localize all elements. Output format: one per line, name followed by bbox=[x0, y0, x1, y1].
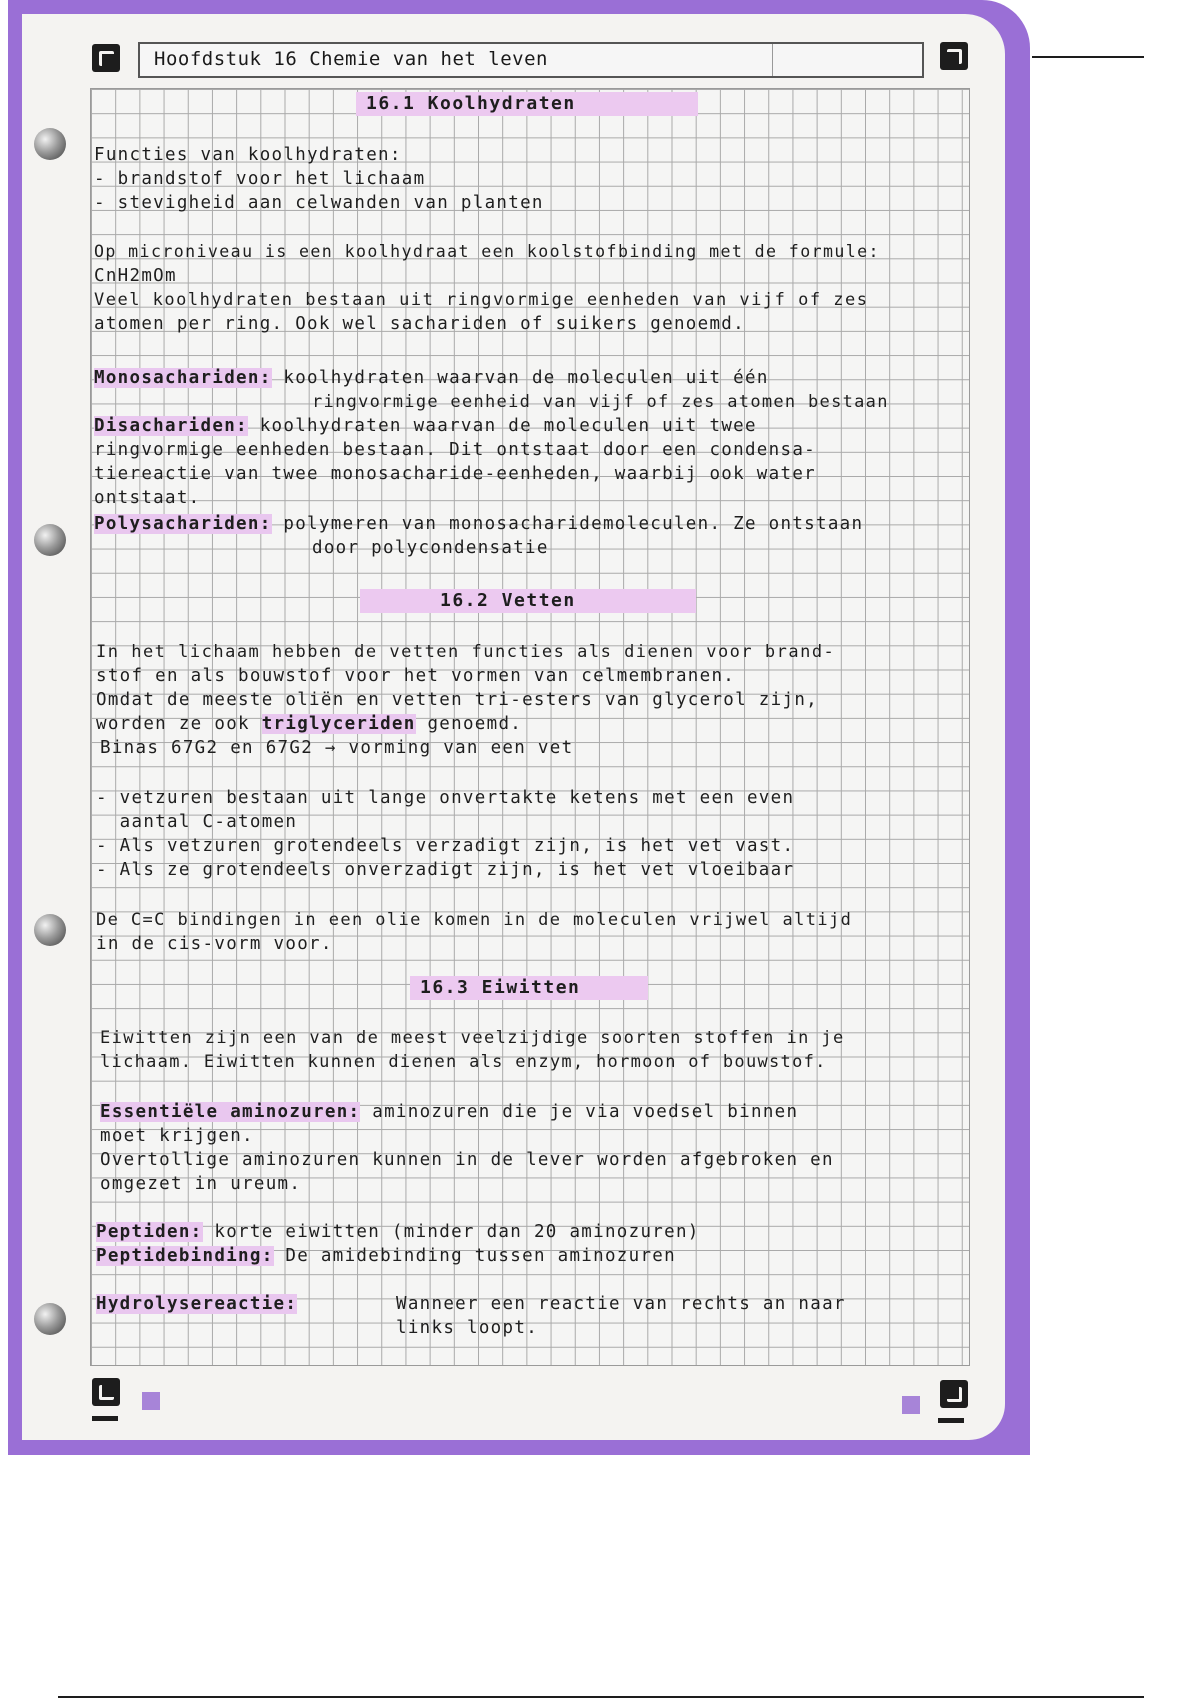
punch-hole bbox=[34, 524, 66, 556]
definition-text: moet krijgen. bbox=[100, 1126, 254, 1146]
header-box bbox=[138, 42, 924, 78]
ring-text: Veel koolhydraten bestaan uit ringvormige eenheden van vijf of zes bbox=[94, 290, 869, 310]
term-hydrolysereactie: Hydrolysereactie: bbox=[96, 1294, 298, 1314]
chapter-title: Hoofdstuk 16 Chemie van het leven bbox=[154, 48, 548, 70]
term-disachariden: Disachariden: bbox=[94, 416, 248, 436]
definition-text: ringvormige eenheden bestaan. Dit ontstaat door een condensa- bbox=[94, 440, 816, 460]
definition-text: polymeren van monosacharidemoleculen. Ze ontstaan bbox=[283, 514, 864, 534]
term-peptiden: Peptiden: bbox=[96, 1222, 203, 1242]
corner-marker-icon bbox=[940, 1380, 968, 1408]
corner-marker-icon bbox=[92, 44, 120, 72]
definition-disachariden bbox=[94, 414, 757, 438]
definition-text: koolhydraten waarvan de moleculen uit twee bbox=[259, 416, 757, 436]
term-monosachariden: Monosachariden: bbox=[94, 368, 272, 388]
binas-reference: Binas 67G2 en 67G2 → vorming van een vet bbox=[100, 738, 574, 758]
definition-text: tiereactie van twee monosacharide-eenheden, waarbij ook water bbox=[94, 464, 816, 484]
term-polysachariden: Polysachariden: bbox=[94, 514, 272, 534]
punch-hole bbox=[34, 1303, 66, 1335]
definition-text: koolhydraten waarvan de moleculen uit één bbox=[283, 368, 769, 388]
ring-text: atomen per ring. Ook wel sachariden of suikers genoemd. bbox=[94, 314, 745, 334]
definition-text: door polycondensatie bbox=[312, 538, 549, 558]
definition-text: links loopt. bbox=[396, 1318, 539, 1338]
purple-square-marker bbox=[142, 1392, 160, 1410]
vetzuren-bullet: - Als vetzuren grotendeels verzadigt zijn, is het vet vast. bbox=[96, 836, 795, 856]
vetten-text: stof en als bouwstof voor het vormen van celmembranen. bbox=[96, 666, 736, 686]
eiwitten-text: Overtollige aminozuren kunnen in de lever worden afgebroken en bbox=[100, 1150, 834, 1170]
term-triglyceriden: triglyceriden bbox=[261, 714, 416, 734]
vetten-text: In het lichaam hebben de vetten functies als dienen voor brand- bbox=[96, 642, 836, 662]
vetten-triglyceriden-line bbox=[96, 712, 522, 736]
punch-hole bbox=[34, 914, 66, 946]
formula: CnH2mOm bbox=[94, 266, 177, 286]
cis-text: in de cis-vorm voor. bbox=[96, 934, 333, 954]
vetten-text: worden ze ook bbox=[96, 714, 250, 734]
marker-dash bbox=[92, 1416, 118, 1421]
functie-item: - stevigheid aan celwanden van planten bbox=[94, 193, 544, 213]
vetzuren-bullet: - vetzuren bestaan uit lange onvertakte ketens met een even bbox=[96, 788, 795, 808]
definition-peptidebinding bbox=[96, 1244, 676, 1268]
definition-hydrolysereactie bbox=[96, 1292, 297, 1316]
definition-polysachariden bbox=[94, 512, 863, 536]
term-peptidebinding: Peptidebinding: bbox=[96, 1246, 274, 1266]
definition-text: ontstaat. bbox=[94, 488, 201, 508]
definition-text: aminozuren die je via voedsel binnen bbox=[372, 1102, 799, 1122]
page-rule-bottom bbox=[58, 1696, 1144, 1698]
definition-text: ringvormige eenheid van vijf of zes atomen bestaan bbox=[312, 392, 889, 412]
definition-text: Wanneer een reactie van rechts an naar bbox=[396, 1294, 846, 1314]
punch-hole bbox=[34, 128, 66, 160]
term-essentiele-aminozuren: Essentiële aminozuren: bbox=[100, 1102, 361, 1122]
vetten-text: Omdat de meeste oliën en vetten tri-esters van glycerol zijn, bbox=[96, 690, 818, 710]
section-title-vetten: 16.2 Vetten bbox=[440, 590, 576, 611]
section-title-eiwitten: 16.3 Eiwitten bbox=[420, 977, 581, 998]
cis-text: De C=C bindingen in een olie komen in de moleculen vrijwel altijd bbox=[96, 910, 853, 930]
corner-marker-icon bbox=[92, 1378, 120, 1406]
micro-text: Op microniveau is een koolhydraat een koolstofbinding met de formule: bbox=[94, 242, 880, 261]
definition-essentiele-aminozuren bbox=[100, 1100, 798, 1124]
vetzuren-bullet: aantal C-atomen bbox=[96, 812, 298, 832]
definition-monosachariden bbox=[94, 366, 769, 390]
section-title-koolhydraten: 16.1 Koolhydraten bbox=[366, 93, 576, 114]
definition-text: korte eiwitten (minder dan 20 aminozuren) bbox=[214, 1222, 700, 1242]
definition-text: De amidebinding tussen aminozuren bbox=[285, 1246, 676, 1266]
eiwitten-text: omgezet in ureum. bbox=[100, 1174, 302, 1194]
eiwitten-text: lichaam. Eiwitten kunnen dienen als enzym, hormoon of bouwstof. bbox=[100, 1052, 827, 1072]
marker-dash bbox=[938, 1418, 964, 1423]
corner-marker-icon bbox=[940, 42, 968, 70]
functie-item: - brandstof voor het lichaam bbox=[94, 169, 426, 189]
purple-square-marker bbox=[902, 1396, 920, 1414]
eiwitten-text: Eiwitten zijn een van de meest veelzijdige soorten stoffen in je bbox=[100, 1028, 845, 1048]
vetten-text: genoemd. bbox=[427, 714, 523, 734]
definition-peptiden bbox=[96, 1220, 700, 1244]
functies-title: Functies van koolhydraten: bbox=[94, 145, 402, 165]
page-rule-top bbox=[1032, 56, 1144, 58]
vetzuren-bullet: - Als ze grotendeels onverzadigt zijn, is het vet vloeibaar bbox=[96, 860, 795, 880]
